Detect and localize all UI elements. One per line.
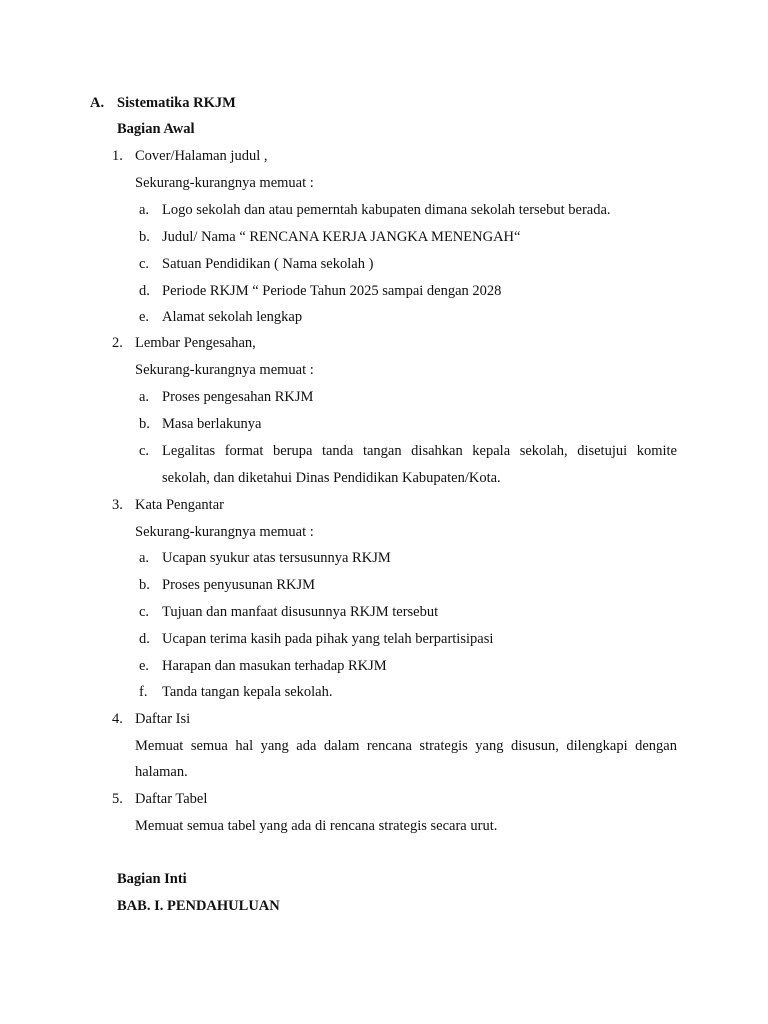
list-item-intro: Sekurang-kurangnya memuat : bbox=[135, 524, 314, 540]
list-number: 5. bbox=[112, 791, 123, 807]
list-item-description: Memuat semua tabel yang ada di rencana strategis secara urut. bbox=[135, 818, 498, 834]
sub-marker: e. bbox=[139, 309, 150, 325]
sub-item: Proses pengesahan RKJM bbox=[162, 389, 314, 405]
sub-marker: d. bbox=[139, 631, 150, 647]
sub-item: Tujuan dan manfaat disusunnya RKJM tersebut bbox=[162, 604, 439, 620]
sub-item: Masa berlakunya bbox=[162, 416, 262, 432]
sub-item-continuation: sekolah, dan diketahui Dinas Pendidikan Kabupaten/Kota. bbox=[162, 470, 501, 486]
sub-item: Ucapan terima kasih pada pihak yang telah berpartisipasi bbox=[162, 631, 494, 647]
sub-item: Ucapan syukur atas tersusunnya RKJM bbox=[162, 550, 391, 566]
sub-item: Logo sekolah dan atau pemerntah kabupaten dimana sekolah tersebut berada. bbox=[162, 202, 611, 218]
sub-item: Judul/ Nama “ RENCANA KERJA JANGKA MENENGAH“ bbox=[162, 229, 521, 245]
list-item-title: Lembar Pengesahan, bbox=[135, 335, 256, 351]
list-item-title: Daftar Isi bbox=[135, 711, 191, 727]
sub-marker: d. bbox=[139, 283, 150, 299]
list-item-title: Daftar Tabel bbox=[135, 791, 208, 807]
list-number: 1. bbox=[112, 148, 123, 164]
sub-marker: c. bbox=[139, 256, 150, 272]
sub-marker: e. bbox=[139, 658, 150, 674]
bagian-inti-heading: Bagian Inti bbox=[117, 871, 187, 887]
list-item-description-continuation: halaman. bbox=[135, 764, 188, 780]
sub-marker: c. bbox=[139, 604, 150, 620]
section-marker: A. bbox=[90, 95, 105, 111]
list-number: 4. bbox=[112, 711, 123, 727]
sub-marker: f. bbox=[139, 684, 148, 700]
sub-marker: a. bbox=[139, 389, 150, 405]
sub-item: Proses penyusunan RKJM bbox=[162, 577, 316, 593]
list-item-description: Memuat semua hal yang ada dalam rencana strategis yang disusun, dilengkapi dengan bbox=[135, 738, 677, 754]
list-item-title: Kata Pengantar bbox=[135, 497, 224, 513]
sub-marker: a. bbox=[139, 550, 150, 566]
sub-marker: c. bbox=[139, 443, 150, 459]
sub-item: Satuan Pendidikan ( Nama sekolah ) bbox=[162, 256, 374, 272]
sub-item: Alamat sekolah lengkap bbox=[162, 309, 303, 325]
list-item-intro: Sekurang-kurangnya memuat : bbox=[135, 362, 314, 378]
list-number: 3. bbox=[112, 497, 123, 513]
sub-marker: b. bbox=[139, 229, 150, 245]
section-title: Sistematika RKJM bbox=[117, 95, 236, 111]
bagian-awal-heading: Bagian Awal bbox=[117, 121, 195, 137]
list-item-title: Cover/Halaman judul , bbox=[135, 148, 268, 164]
sub-item: Harapan dan masukan terhadap RKJM bbox=[162, 658, 387, 674]
sub-marker: b. bbox=[139, 416, 150, 432]
sub-item: Tanda tangan kepala sekolah. bbox=[162, 684, 333, 700]
list-item-intro: Sekurang-kurangnya memuat : bbox=[135, 175, 314, 191]
sub-marker: a. bbox=[139, 202, 150, 218]
sub-item: Legalitas format berupa tanda tangan disahkan kepala sekolah, disetujui komite bbox=[162, 443, 677, 459]
sub-item: Periode RKJM “ Periode Tahun 2025 sampai dengan 2028 bbox=[162, 283, 502, 299]
list-number: 2. bbox=[112, 335, 123, 351]
chapter-heading: BAB. I. PENDAHULUAN bbox=[117, 898, 280, 914]
sub-marker: b. bbox=[139, 577, 150, 593]
